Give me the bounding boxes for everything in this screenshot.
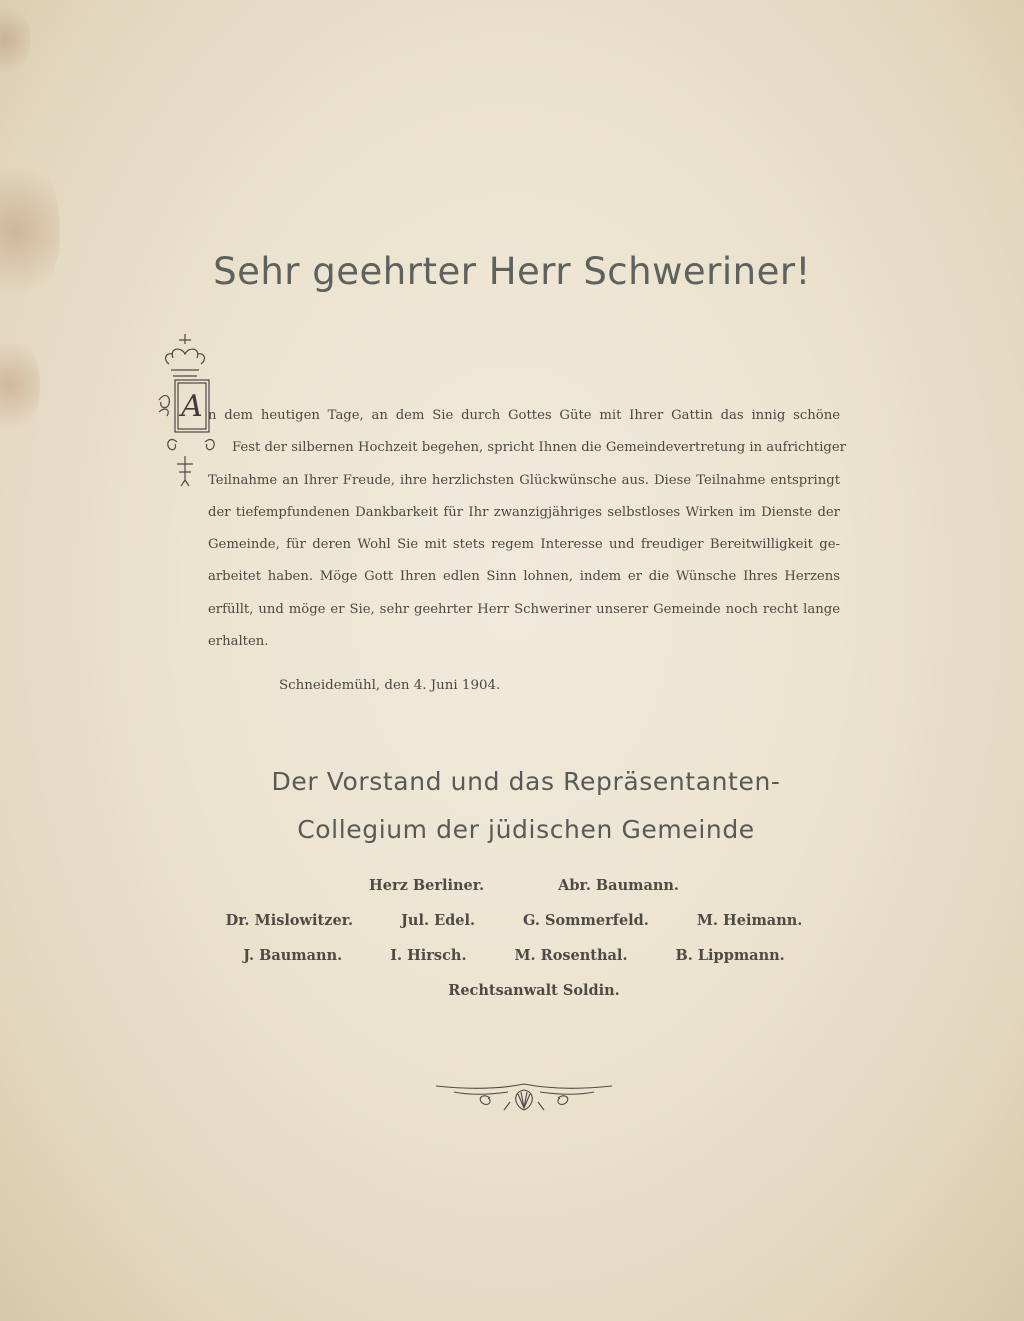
signatory-name: Jul. Edel. <box>401 912 476 929</box>
letter-line: erfüllt, und möge er Sie, sehr geehrter Herr Schweriner unserer Gemeinde noch recht lange <box>208 601 840 617</box>
signatory-name: Rechtsanwalt Soldin. <box>448 982 620 999</box>
letter-line: n dem heutigen Tage, an dem Sie durch Gottes Güte mit Ihrer Gattin das innig schöne <box>208 408 840 423</box>
decorative-vignette <box>434 1080 614 1120</box>
signatory-row <box>0 868 1024 903</box>
paper-stain <box>0 330 40 440</box>
board-heading-line: Der Vorstand und das Repräsentanten- <box>271 767 781 796</box>
signatory-name: Dr. Mislowitzer. <box>225 912 354 929</box>
salutation-heading: Sehr geehrter Herr Schweriner! <box>213 250 811 293</box>
signatory-name: G. Sommerfeld. <box>523 912 649 929</box>
letter-line: Teilnahme an Ihrer Freude, ihre herzlichsten Glückwünsche aus. Diese Teilnahme entspringt <box>208 472 840 488</box>
letter-line: der tiefempfundenen Dankbarkeit für Ihr zwanzigjähriges selbstloses Wirken im Dienste der <box>208 504 840 520</box>
signatory-row <box>0 938 1024 973</box>
letter-body <box>208 400 846 658</box>
letter-line: Fest der silbernen Hochzeit begehen, spricht Ihnen die Gemeindevertretung in aufrichtiger <box>232 440 846 456</box>
paper-stain <box>0 0 30 80</box>
signatory-row <box>0 973 1024 1008</box>
letter-line: arbeitet haben. Möge Gott Ihren edlen Sinn lohnen, indem er die Wünsche Ihres Herzens <box>208 569 840 585</box>
board-heading <box>0 758 1024 854</box>
signatory-name: M. Rosenthal. <box>514 947 628 964</box>
initial-letter: A <box>181 389 203 424</box>
signatory-name: B. Lippmann. <box>675 947 785 964</box>
place-date: Schneidemühl, den 4. Juni 1904. <box>279 678 501 693</box>
signatory-name: M. Heimann. <box>696 912 803 929</box>
letter-line: erhalten. <box>208 634 269 650</box>
signatory-row <box>0 903 1024 938</box>
signatory-name: J. Baumann. <box>243 947 343 964</box>
letter-line: Gemeinde, für deren Wohl Sie mit stets regem Interesse und freudiger Bereitwilligkeit ge- <box>208 537 840 553</box>
signatory-name: Herz Berliner. <box>369 877 485 894</box>
signatory-name: Abr. Baumann. <box>558 877 679 894</box>
signatory-name: I. Hirsch. <box>390 947 467 964</box>
ornamental-initial-letter <box>155 330 215 490</box>
signatories <box>0 868 1024 1008</box>
board-heading-line: Collegium der jüdischen Gemeinde <box>297 815 755 844</box>
